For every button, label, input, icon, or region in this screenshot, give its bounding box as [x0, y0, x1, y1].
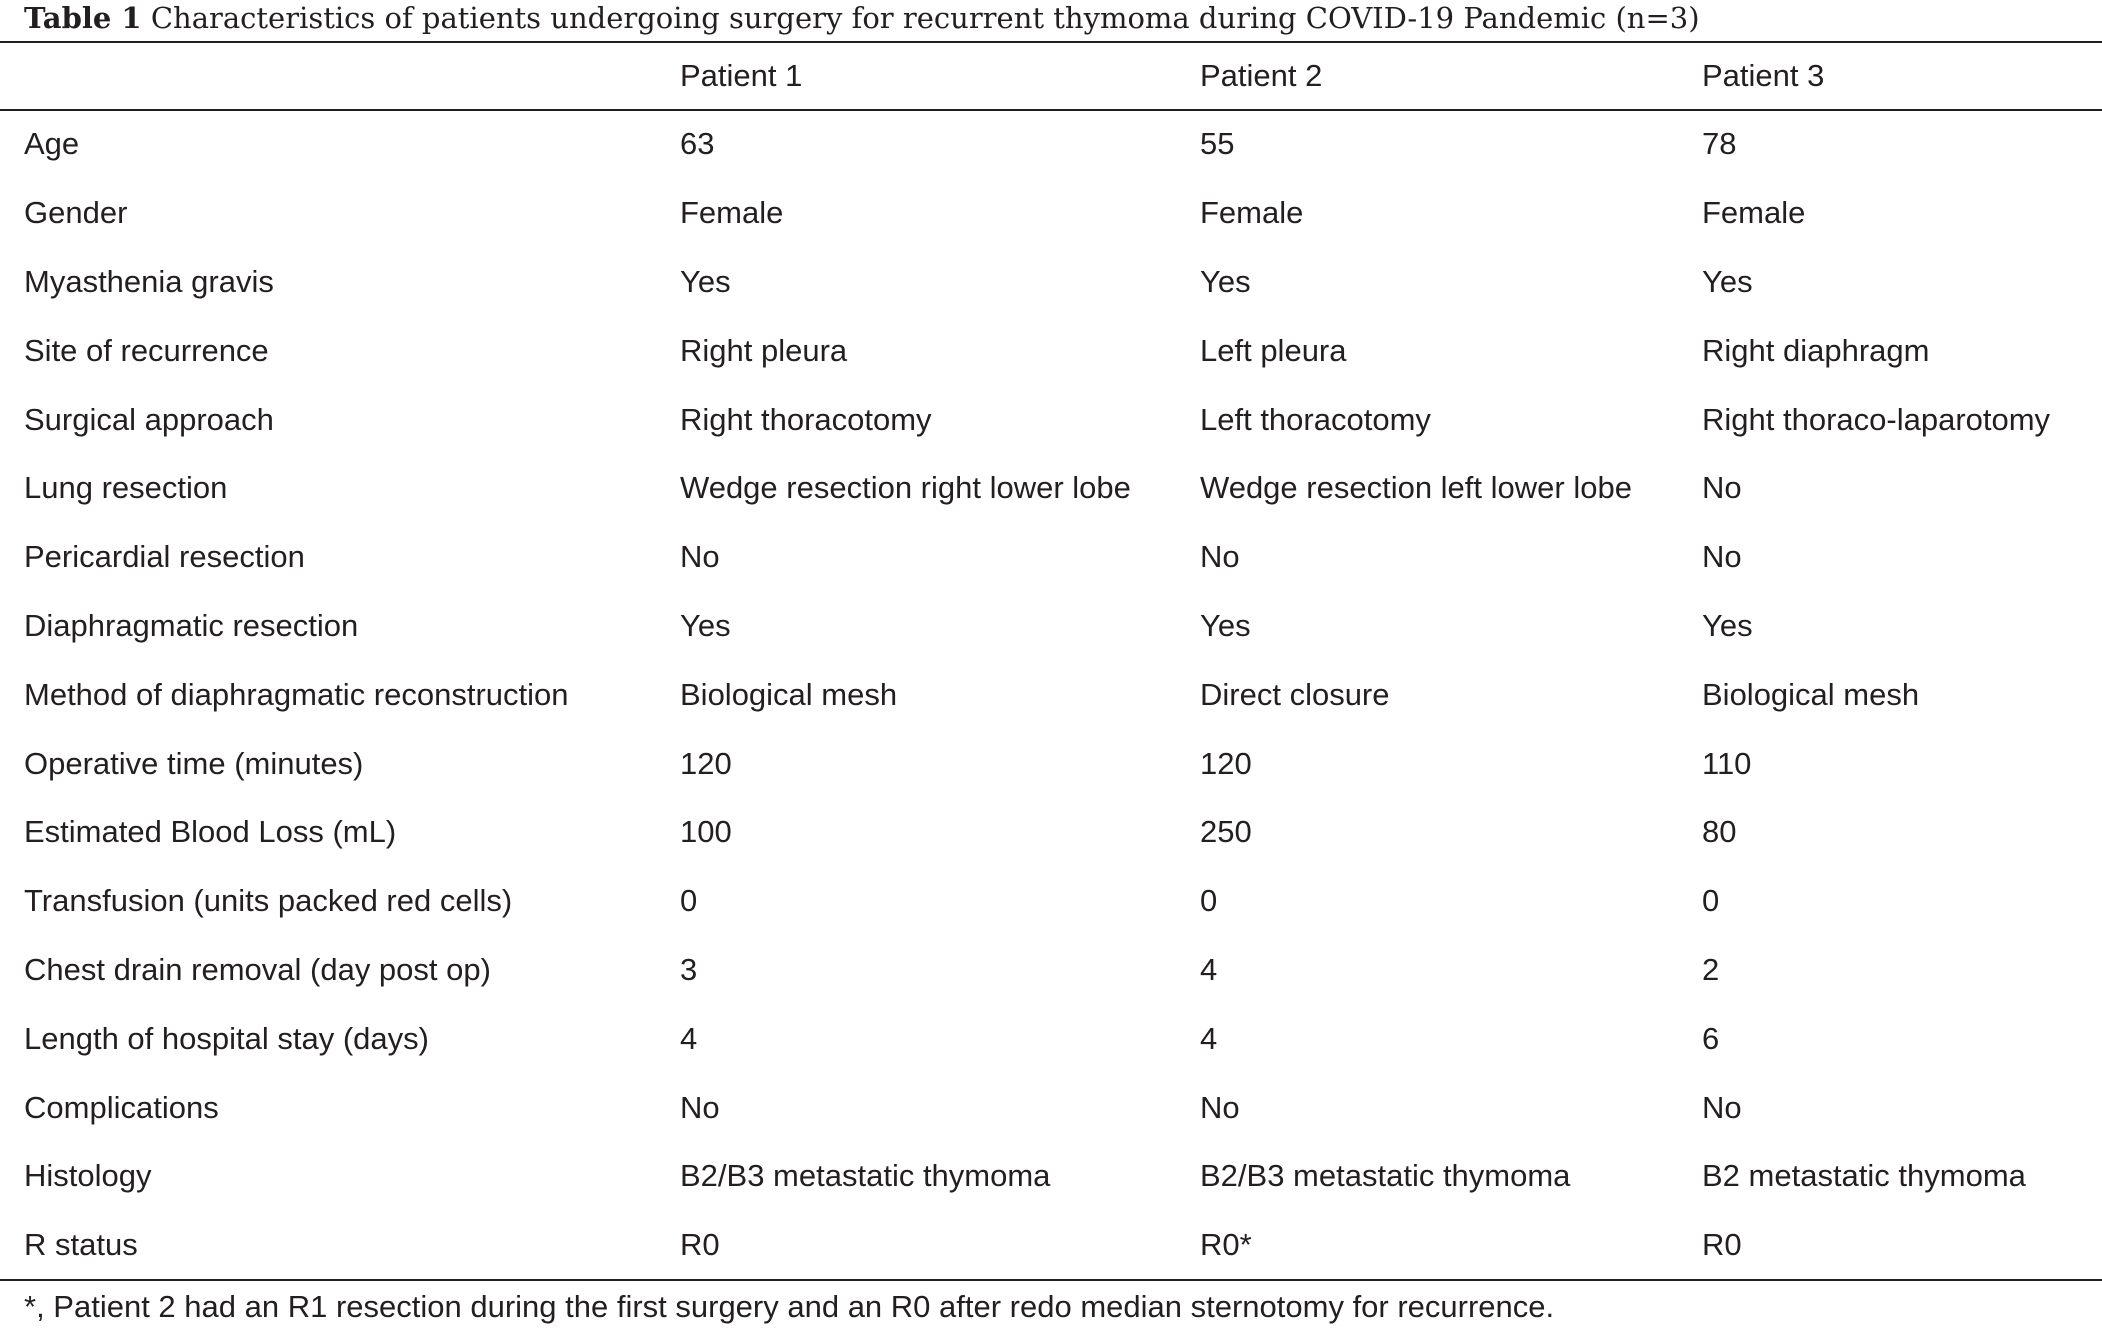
patient-1-cell: 0	[680, 883, 698, 919]
row-label: Estimated Blood Loss (mL)	[24, 814, 397, 850]
table-caption-text: Characteristics of patients undergoing surgery for recurrent thymoma during COVID-19 Pandemic (n=3)	[150, 1, 1700, 35]
table-row	[0, 454, 2102, 523]
table-row	[0, 1142, 2102, 1211]
patient-1-cell: No	[680, 1089, 720, 1125]
table-row	[0, 867, 2102, 936]
table-row	[0, 1073, 2102, 1142]
patient-2-cell: 4	[1200, 1020, 1218, 1056]
patient-1-cell: No	[680, 539, 720, 575]
patient-3-cell: 0	[1702, 883, 1720, 919]
patient-3-cell: Biological mesh	[1702, 676, 1920, 712]
patient-1-cell: 100	[680, 814, 732, 850]
row-label: Method of diaphragmatic reconstruction	[24, 676, 569, 712]
patient-3-cell: 110	[1702, 745, 1752, 781]
table-row	[0, 729, 2102, 798]
patient-2-cell: Wedge resection left lower lobe	[1200, 470, 1632, 506]
patient-3-cell: No	[1702, 539, 1742, 575]
patient-1-cell: Female	[680, 195, 784, 231]
patient-2-cell: 55	[1200, 126, 1235, 162]
table-row	[0, 1004, 2102, 1073]
patient-1-cell: 63	[680, 126, 715, 162]
table-footnote: *, Patient 2 had an R1 resection during the first surgery and an R0 after redo median sternotomy for recurrence.	[24, 1289, 1555, 1324]
patient-1-cell: R0	[680, 1227, 720, 1263]
row-label: Complications	[24, 1089, 219, 1125]
row-label: Operative time (minutes)	[24, 745, 364, 781]
patient-1-cell: B2/B3 metastatic thymoma	[680, 1158, 1051, 1194]
patient-2-cell: 0	[1200, 883, 1218, 919]
column-header-patient-3: Patient 3	[1702, 57, 1825, 93]
patient-2-cell: B2/B3 metastatic thymoma	[1200, 1158, 1571, 1194]
table-row	[0, 936, 2102, 1005]
patient-2-cell: 120	[1200, 745, 1252, 781]
patient-1-cell: 3	[680, 951, 698, 987]
row-label: Gender	[24, 195, 128, 231]
table-row	[0, 248, 2102, 317]
row-label: Age	[24, 126, 80, 162]
patient-3-cell: 6	[1702, 1020, 1720, 1056]
table-row	[0, 1211, 2102, 1280]
table-row	[0, 109, 2102, 179]
patient-2-cell: 250	[1200, 814, 1252, 850]
row-label: Diaphragmatic resection	[24, 607, 359, 643]
row-label: Histology	[24, 1158, 152, 1194]
patient-2-cell: Left thoracotomy	[1200, 401, 1431, 437]
patient-2-cell: 4	[1200, 951, 1218, 987]
patient-3-cell: 80	[1702, 814, 1737, 850]
patient-1-cell: Wedge resection right lower lobe	[680, 470, 1131, 506]
row-label: Site of recurrence	[24, 332, 269, 368]
table-row	[0, 523, 2102, 592]
column-header-patient-2: Patient 2	[1200, 57, 1323, 93]
patient-3-cell: Female	[1702, 195, 1806, 231]
patient-1-cell: Right thoracotomy	[680, 401, 932, 437]
patient-2-cell: No	[1200, 539, 1240, 575]
table-row	[0, 592, 2102, 661]
patient-3-cell: Yes	[1702, 607, 1753, 643]
patient-2-cell: Left pleura	[1200, 332, 1347, 368]
table-caption-label: Table 1	[24, 1, 142, 35]
patient-1-cell: 120	[680, 745, 732, 781]
patient-3-cell: No	[1702, 1089, 1742, 1125]
patient-3-cell: Right diaphragm	[1702, 332, 1930, 368]
patient-3-cell: 78	[1702, 126, 1737, 162]
table-row	[0, 660, 2102, 729]
column-header-characteristic	[0, 42, 680, 109]
patient-1-cell: Right pleura	[680, 332, 848, 368]
patient-3-cell: B2 metastatic thymoma	[1702, 1158, 2026, 1194]
table-row	[0, 179, 2102, 248]
row-label: Pericardial resection	[24, 539, 305, 575]
patient-1-cell: Biological mesh	[680, 676, 898, 712]
table-row	[0, 798, 2102, 867]
table-header-row	[0, 42, 2102, 109]
patient-2-cell: R0*	[1200, 1227, 1252, 1263]
row-label: Chest drain removal (day post op)	[24, 951, 491, 987]
patient-1-cell: Yes	[680, 263, 731, 299]
patient-3-cell: Yes	[1702, 263, 1753, 299]
column-header-patient-1: Patient 1	[680, 57, 803, 93]
patient-1-cell: Yes	[680, 607, 731, 643]
patient-2-cell: Yes	[1200, 263, 1251, 299]
patient-2-cell: No	[1200, 1089, 1240, 1125]
patient-characteristics-table	[0, 42, 2102, 1280]
table-row	[0, 316, 2102, 385]
patient-2-cell: Yes	[1200, 607, 1251, 643]
row-label: Length of hospital stay (days)	[24, 1020, 429, 1056]
patient-1-cell: 4	[680, 1020, 698, 1056]
row-label: Myasthenia gravis	[24, 263, 274, 299]
table-caption	[24, 0, 1700, 40]
row-label: Transfusion (units packed red cells)	[24, 883, 513, 919]
patient-3-cell: No	[1702, 470, 1742, 506]
patient-3-cell: R0	[1702, 1227, 1742, 1263]
row-label: Lung resection	[24, 470, 228, 506]
patient-3-cell: Right thoraco-laparotomy	[1702, 401, 2051, 437]
patient-2-cell: Direct closure	[1200, 676, 1390, 712]
patient-3-cell: 2	[1702, 951, 1720, 987]
patient-2-cell: Female	[1200, 195, 1304, 231]
row-label: R status	[24, 1227, 138, 1263]
table-body	[0, 109, 2102, 1280]
table-row	[0, 385, 2102, 454]
row-label: Surgical approach	[24, 401, 274, 437]
